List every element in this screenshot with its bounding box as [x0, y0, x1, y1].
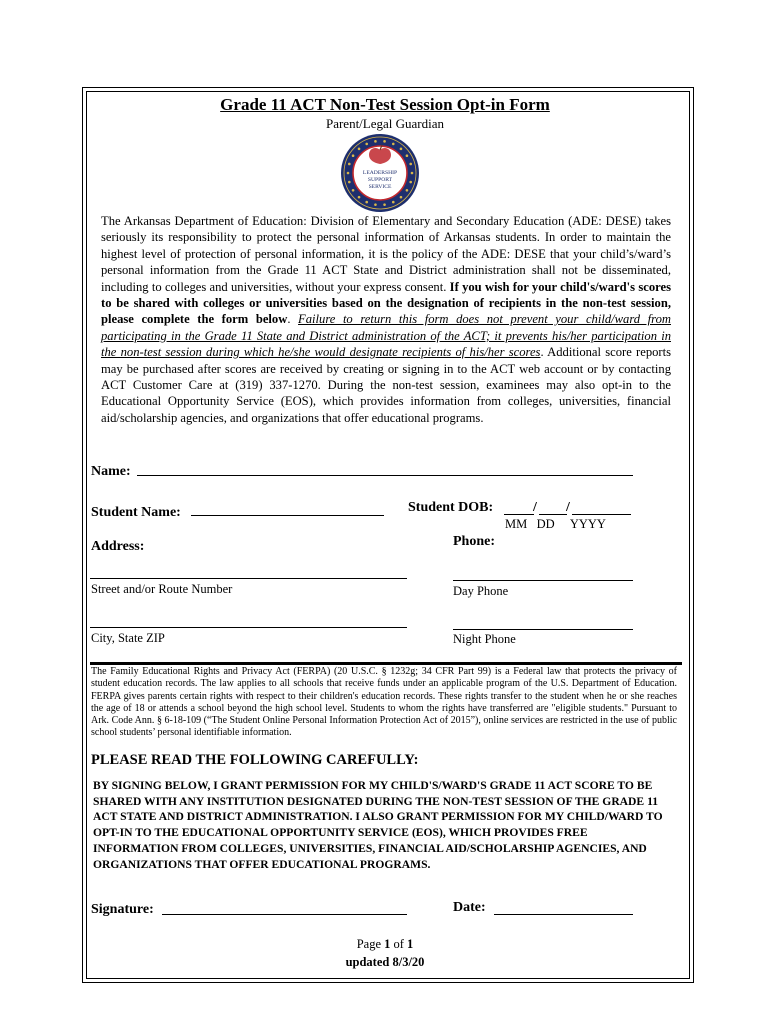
seal-star — [348, 163, 351, 166]
city-caption: City, State ZIP — [91, 631, 165, 645]
intro-underlined-text: Failure to return this form does not prevent your child/ward from participating in the Grade 11 State and District administration of the ACT; it prevents his/her participation in the non-test session during which he/she would designate recipients of his/her scores — [101, 312, 671, 360]
dob-day-field[interactable] — [539, 514, 567, 515]
day-phone-caption: Day Phone — [453, 584, 509, 598]
page-number — [0, 937, 770, 952]
signature-field[interactable] — [162, 914, 407, 915]
night-phone-caption: Night Phone — [453, 632, 516, 646]
dob-month-field[interactable] — [504, 514, 534, 515]
intro-paragraph — [101, 213, 671, 426]
form-title: Grade 11 ACT Non-Test Session Opt-in Form — [220, 95, 550, 114]
ferpa-divider — [90, 662, 682, 665]
seal-star — [409, 181, 412, 184]
seal-text-2: SUPPORT — [367, 177, 393, 183]
seal-star — [411, 172, 414, 175]
seal-star — [374, 140, 377, 143]
student-dob-label: Student DOB: — [408, 500, 494, 515]
consent-statement: BY SIGNING BELOW, I GRANT PERMISSION FOR MY CHILD'S/WARD'S GRADE 11 ACT SCORE TO BE SHARED WITH ANY INSTITUTION DESIGNATED DURING THE NON-TEST SESSION OF THE GRADE 11 ACT STATE AND DISTRICT ADMINISTRATION. I ALSO GRANT PERMISSION FOR MY CHILD/WARD TO OPT-IN TO THE EDUCATIONAL OPPORTUNITY SERVICE (EOS), WHICH PROVIDES FREE INFORMATION FROM COLLEGES, UNIVERSITIES, FINANCIAL AID/SCHOLARSHIP AGENCIES, AND ORGANIZATIONS THAT OFFER EDUCATIONAL PROGRAMS. — [93, 779, 663, 871]
intro-text-2: . Additional score reports may be purchased after scores are received by creating or signing in to the ACT web account or by contacting ACT Customer Care at (319) 337-1270. During the non-test session, examinees may also opt-in to the Educational Opportunity Service (EOS), which provides information from colleges, universities, financial aid/scholarship agencies, and organizations that offer educational programs. — [101, 345, 672, 425]
seal-star — [365, 201, 368, 204]
city-state-zip-field[interactable] — [90, 627, 407, 628]
dob-format-hint: MM DD YYYY — [505, 517, 606, 531]
page-total: 1 — [407, 937, 414, 951]
dob-year-field[interactable] — [572, 514, 631, 515]
student-name-field[interactable] — [191, 515, 384, 516]
intro-bold-text: If you wish for your child's/ward's scores to be shared with colleges or universities based on the designation of recipients in the non-test session, please complete the form below — [101, 279, 671, 327]
seal-star — [400, 196, 403, 199]
student-name-label: Student Name: — [91, 505, 181, 520]
page-of: of — [390, 937, 408, 951]
intro-text-1: The Arkansas Department of Education: Division of Elementary and Secondary Education (ADE: DESE) takes seriously its responsibility to protect the personal information of Arkansas students. In order to maintain the highest level of protection of personal information, it is the policy of the ADE: DESE that your child’s/ward’s personal information from the Grade 11 ACT State and District administration shall not be disseminated, including to colleges and universities, without your express consent. — [101, 214, 671, 294]
address-label: Address: — [91, 539, 145, 554]
night-phone-field[interactable] — [453, 629, 633, 630]
seal-star — [400, 148, 403, 151]
street-field[interactable] — [90, 578, 407, 579]
name-field[interactable] — [137, 475, 633, 476]
ferpa-notice: The Family Educational Rights and Privacy Act (FERPA) (20 U.S.C. § 1232g; 34 CFR Part 99) is a Federal law that protects the privacy of student education records. The law applies to all schools that receive funds under an applicable program of the U.S. Department of Education. FERPA gives parents certain rights with respect to their children's education records. These rights transfer to the student when he or she reaches the age of 18 or attends a school beyond the high school level. Students to whom the rights have transferred are "eligible students." Pursuant to Ark. Code Ann. § 6-18-109 (“The Student Online Personal Information Protection Act of 2015”), online services are restricted in the use of public school students’ personal identifiable information. — [91, 666, 677, 739]
seal-star — [358, 196, 361, 199]
date-field[interactable] — [494, 914, 633, 915]
signature-label: Signature: — [91, 902, 154, 917]
intro-period: . — [287, 312, 299, 327]
page-current: 1 — [384, 937, 391, 951]
page-prefix: Page — [356, 937, 385, 951]
dob-separator-1: / — [533, 500, 537, 515]
read-carefully-heading: PLEASE READ THE FOLLOWING CAREFULLY: — [91, 752, 419, 768]
seal-star — [392, 143, 395, 146]
seal-star — [365, 143, 368, 146]
seal-star — [352, 154, 355, 157]
dob-separator-2: / — [566, 500, 570, 515]
seal-text-3: SERVICE — [368, 184, 392, 190]
seal-star — [348, 181, 351, 184]
seal-star — [358, 148, 361, 151]
form-subtitle: Parent/Legal Guardian — [325, 116, 445, 131]
seal-star — [374, 203, 377, 206]
leadership-support-service-seal-logo — [340, 133, 420, 213]
seal-star — [347, 172, 350, 175]
street-caption: Street and/or Route Number — [91, 582, 233, 596]
day-phone-field[interactable] — [453, 580, 633, 581]
seal-star — [392, 201, 395, 204]
seal-star — [352, 189, 355, 192]
seal-star — [409, 163, 412, 166]
name-label: Name: — [91, 464, 131, 479]
phone-label: Phone: — [453, 534, 495, 549]
updated-date: updated 8/3/20 — [345, 955, 425, 969]
seal-star — [406, 154, 409, 157]
seal-star — [383, 140, 386, 143]
seal-star — [383, 203, 386, 206]
seal-text-1: LEADERSHIP — [362, 170, 398, 176]
seal-star — [406, 189, 409, 192]
date-label: Date: — [453, 900, 486, 915]
